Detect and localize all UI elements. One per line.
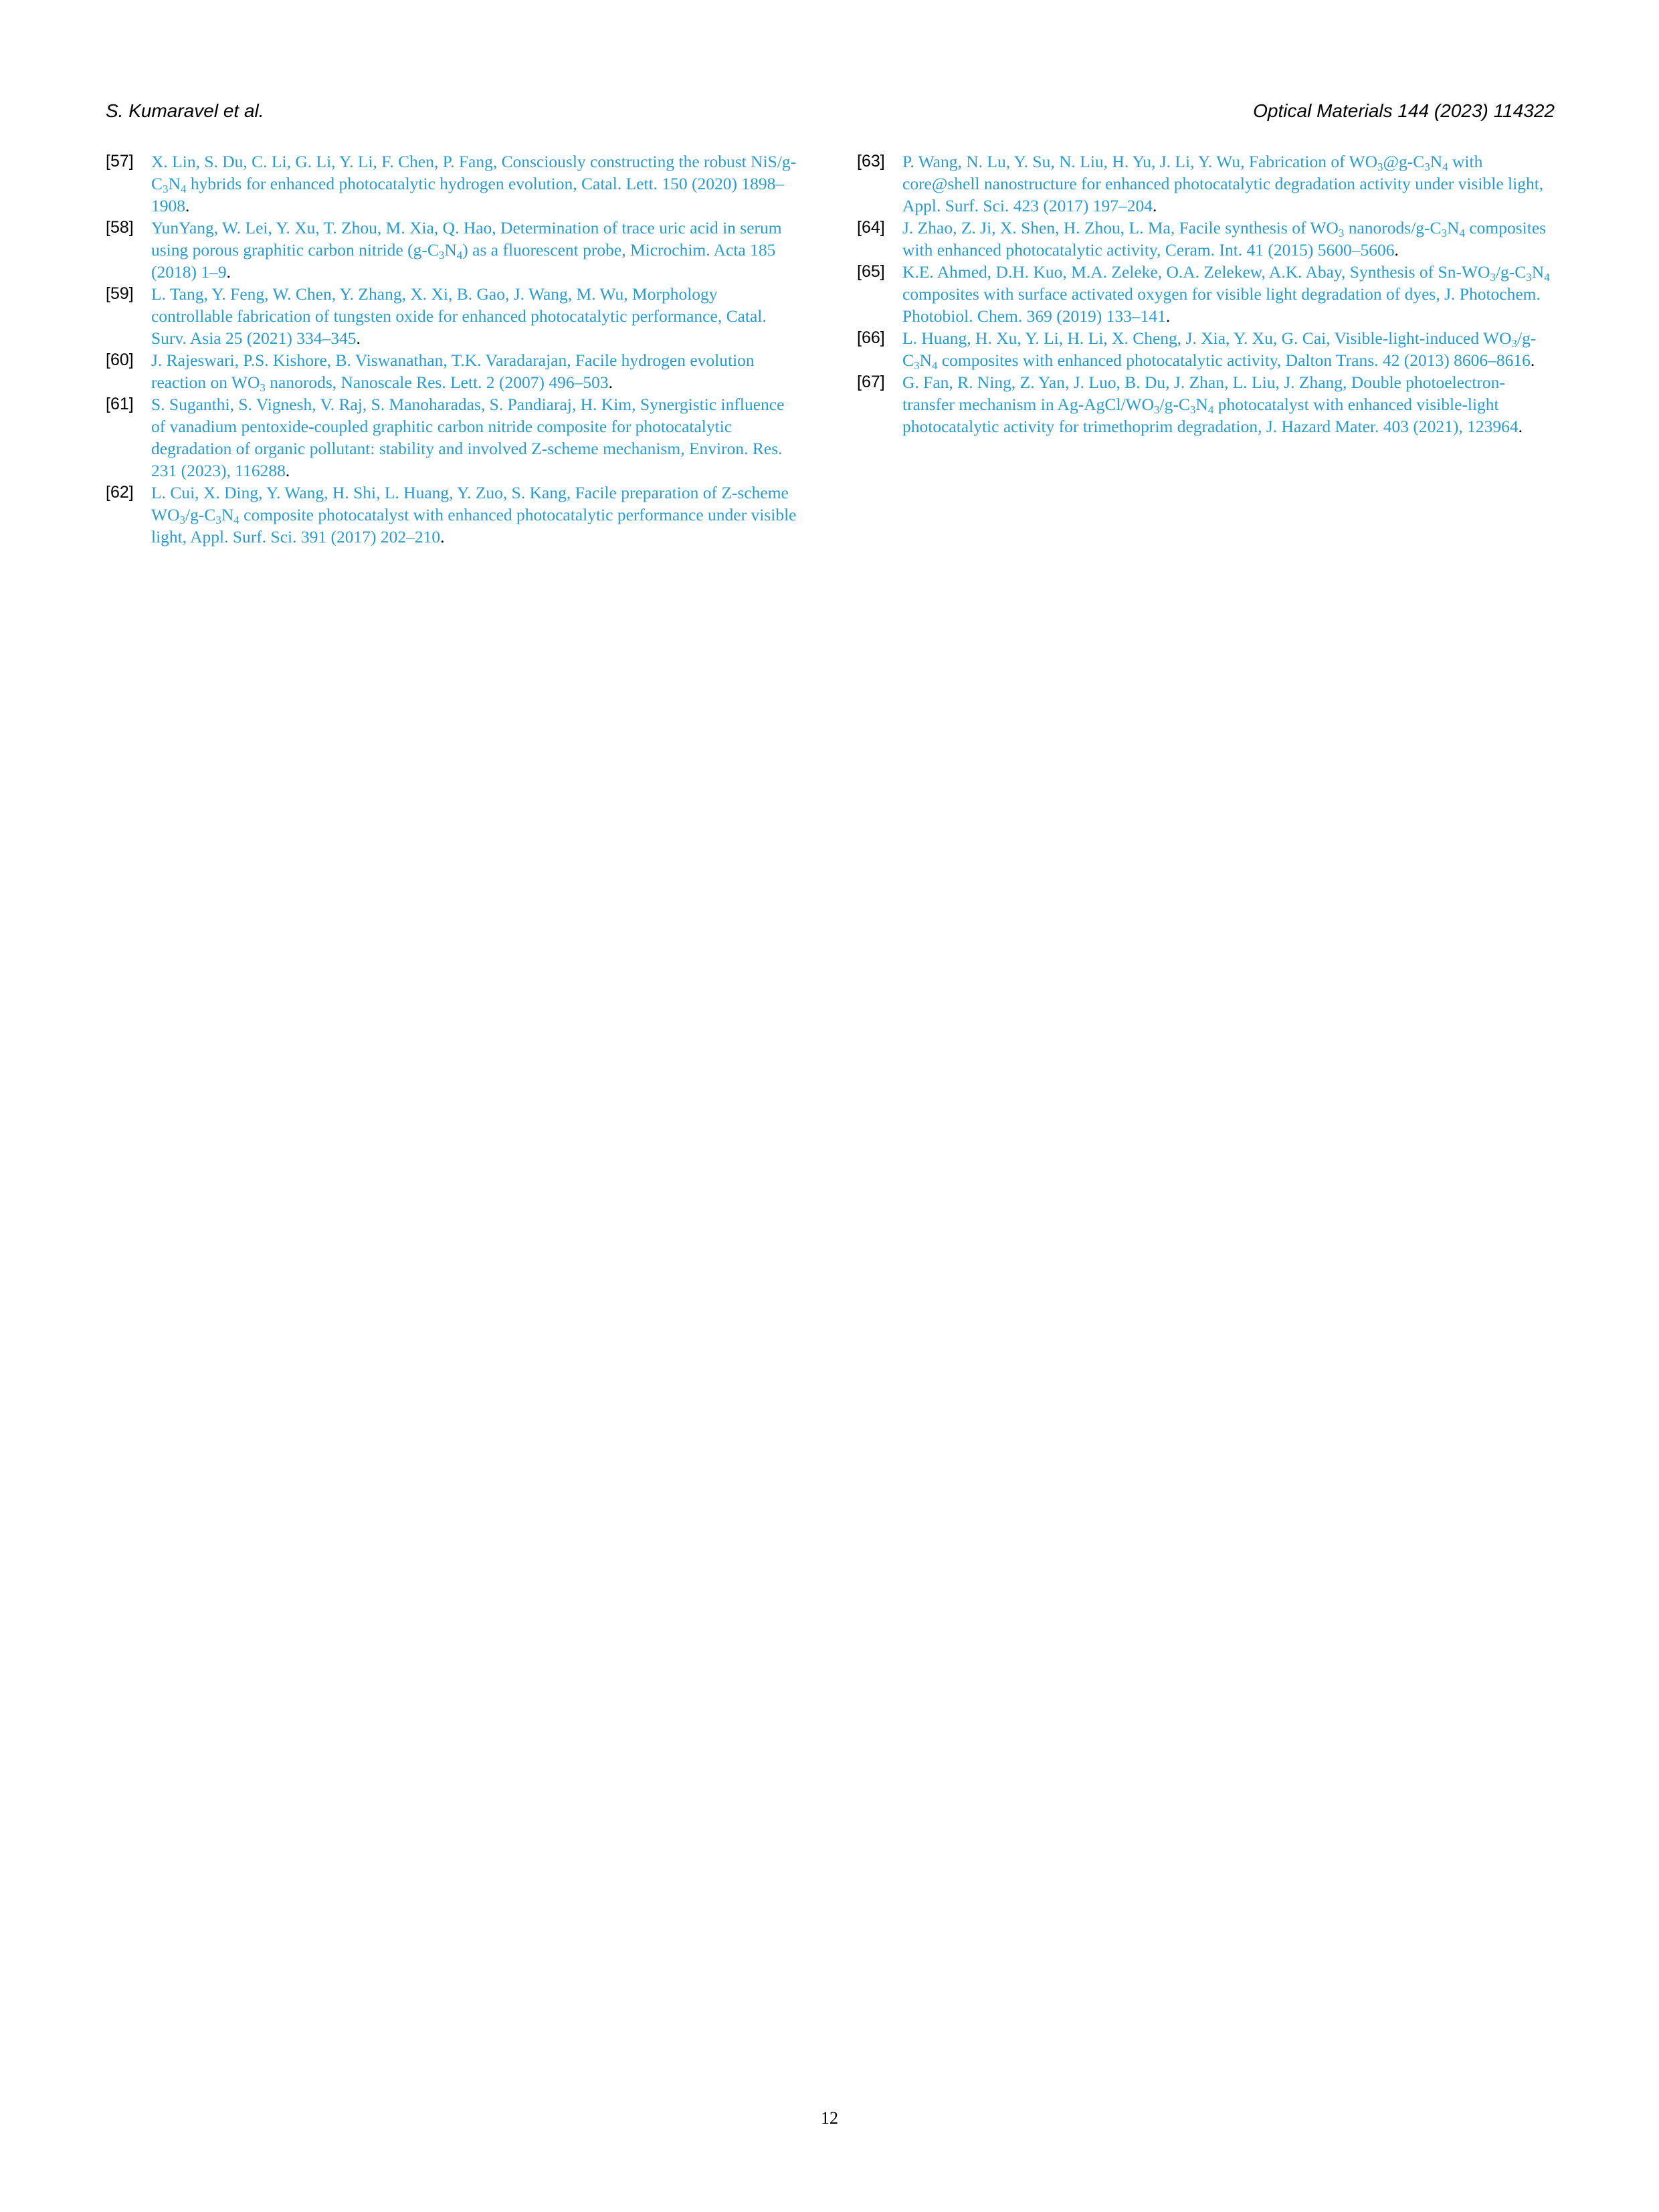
- reference-link[interactable]: X. Lin, S. Du, C. Li, G. Li, Y. Li, F. Chen, P. Fang, Consciously constructing the robust NiS/$g-C_3N_4$ hybrids for enhanced photocatalytic hydrogen evolution, Catal. Lett. 150 (2020) 1898–1908: [151, 152, 797, 215]
- reference-number: [64]: [857, 218, 885, 237]
- reference-item: [60] J. Rajeswari, P.S. Kishore, B. Viswanathan, T.K. Varadarajan, Facile hydrogen evolution reaction on $WO_3$ nanorods, Nanoscale Res. Lett. 2 (2007) 496–503.: [106, 350, 755, 395]
- reference-item: [63] P. Wang, N. Lu, Y. Su, N. Liu, H. Yu, J. Li, Y. Wu, Fabrication of $WO_3@g-C_3N_4$ with core@shell nanostructure for enhanced photocatalytic degradation activity under visible light, Appl. Surf. Sci. 423 (2017) 197–204.: [857, 152, 1544, 215]
- reference-item: [57] X. Lin, S. Du, C. Li, G. Li, Y. Li, F. Chen, P. Fang, Consciously constructing the robust NiS/$g-C_3N_4$ hybrids for enhanced photocatalytic hydrogen evolution, Catal. Lett. 150 (2020) 1898–1908.: [106, 152, 797, 215]
- reference-number: [60]: [106, 350, 134, 369]
- reference-link[interactable]: L. Huang, H. Xu, Y. Li, H. Li, X. Cheng, J. Xia, Y. Xu, G. Cai, Visible-light-induced $WO_3/g-C_3N_4$ composites with enhanced photocatalytic activity, Dalton Trans. 42 (2013) 8606–8616: [902, 328, 1537, 373]
- reference-link[interactable]: L. Tang, Y. Feng, W. Chen, Y. Zhang, X. Xi, B. Gao, J. Wang, M. Wu, Morphology controllable fabrication of tungsten oxide for enhanced photocatalytic performance, Catal. Surv. Asia 25 (2021) 334–345: [151, 284, 767, 348]
- reference-number: [61]: [106, 395, 134, 413]
- reference-number: [67]: [857, 373, 885, 391]
- reference-link[interactable]: J. Zhao, Z. Ji, X. Shen, H. Zhou, L. Ma, Facile synthesis of $WO_3$ nanorods/$g-C_3N_4$ composites with enhanced photocatalytic activity, Ceram. Int. 41 (2015) 5600–5606: [902, 218, 1547, 260]
- header-journal: Optical Materials 144 (2023) 114322: [1253, 100, 1555, 121]
- reference-item: [58] YunYang, W. Lei, Y. Xu, T. Zhou, M. Xia, Q. Hao, Determination of trace uric acid in serum using porous graphitic carbon nitride $(g-C_3N_4)$ as a fluorescent probe, Microchim. Acta 185 (2018) 1–9.: [106, 218, 782, 282]
- header-authors: S. Kumaravel et al.: [106, 100, 264, 121]
- reference-number: [65]: [857, 262, 885, 281]
- reference-item: [64] J. Zhao, Z. Ji, X. Shen, H. Zhou, L. Ma, Facile synthesis of $WO_3$ nanorods/$g-C_3N_4$ composites with enhanced photocatalytic activity, Ceram. Int. 41 (2015) 5600–5606.: [857, 218, 1547, 260]
- reference-link[interactable]: S. Suganthi, S. Vignesh, V. Raj, S. Manoharadas, S. Pandiaraj, H. Kim, Synergistic influence of vanadium pentoxide-coupled graphitic carbon nitride composite for photocatalytic degradation of organic pollutant: stability and involved Z-scheme mechanism, Environ. Res. 231 (2023), 116288: [151, 395, 785, 480]
- reference-item: [66] L. Huang, H. Xu, Y. Li, H. Li, X. Cheng, J. Xia, Y. Xu, G. Cai, Visible-light-induced $WO_3/g-C_3N_4$ composites with enhanced photocatalytic activity, Dalton Trans. 42 (2013) 8606–8616.: [857, 328, 1537, 373]
- reference-item: [59] L. Tang, Y. Feng, W. Chen, Y. Zhang, X. Xi, B. Gao, J. Wang, M. Wu, Morphology controllable fabrication of tungsten oxide for enhanced photocatalytic performance, Catal. Surv. Asia 25 (2021) 334–345.: [106, 284, 767, 348]
- reference-link[interactable]: G. Fan, R. Ning, Z. Yan, J. Luo, B. Du, J. Zhan, L. Liu, J. Zhang, Double photoelectron-transfer mechanism in $Ag-AgCl/WO_3/g-C_3N_4$ photocatalyst with enhanced visible-light photocatalytic activity for trimethoprim degradation, J. Hazard Mater. 403 (2021), 123964: [902, 373, 1519, 436]
- reference-item: [67] G. Fan, R. Ning, Z. Yan, J. Luo, B. Du, J. Zhan, L. Liu, J. Zhang, Double photoelectron-transfer mechanism in $Ag-AgCl/WO_3/g-C_3N_4$ photocatalyst with enhanced visible-light photocatalytic activity for trimethoprim degradation, J. Hazard Mater. 403 (2021), 123964.: [857, 373, 1523, 436]
- reference-link[interactable]: P. Wang, N. Lu, Y. Su, N. Liu, H. Yu, J. Li, Y. Wu, Fabrication of $WO_3@g-C_3N_4$ with core@shell nanostructure for enhanced photocatalytic degradation activity under visible light, Appl. Surf. Sci. 423 (2017) 197–204: [902, 152, 1544, 215]
- reference-link[interactable]: K.E. Ahmed, D.H. Kuo, M.A. Zeleke, O.A. Zelekew, A.K. Abay, Synthesis of $Sn-WO_3/g-C_3N_4$ composites with surface activated oxygen for visible light degradation of dyes, J. Photochem. Photobiol. Chem. 369 (2019) 133–141: [902, 262, 1550, 326]
- reference-link[interactable]: L. Cui, X. Ding, Y. Wang, H. Shi, L. Huang, Y. Zuo, S. Kang, Facile preparation of Z-scheme $WO_3/g-C_3N_4$ composite photocatalyst with enhanced photocatalytic performance under visible light, Appl. Surf. Sci. 391 (2017) 202–210: [151, 483, 797, 546]
- page-number: 12: [821, 2108, 838, 2128]
- reference-number: [59]: [106, 284, 134, 303]
- references-column-left: [106, 150, 801, 548]
- references-column-right: [857, 150, 1553, 437]
- reference-link[interactable]: J. Rajeswari, P.S. Kishore, B. Viswanathan, T.K. Varadarajan, Facile hydrogen evolution reaction on $WO_3$ nanorods, Nanoscale Res. Lett. 2 (2007) 496–503: [151, 350, 755, 395]
- reference-item: [61] S. Suganthi, S. Vignesh, V. Raj, S. Manoharadas, S. Pandiaraj, H. Kim, Synergistic influence of vanadium pentoxide-coupled graphitic carbon nitride composite for photocatalytic degradation of organic pollutant: stability and involved Z-scheme mechanism, Environ. Res. 231 (2023), 116288.: [106, 395, 785, 480]
- reference-number: [57]: [106, 152, 134, 171]
- reference-number: [63]: [857, 152, 885, 171]
- running-header: [106, 98, 1555, 124]
- reference-number: [58]: [106, 218, 134, 237]
- reference-number: [62]: [106, 483, 134, 502]
- reference-link[interactable]: YunYang, W. Lei, Y. Xu, T. Zhou, M. Xia, Q. Hao, Determination of trace uric acid in serum using porous graphitic carbon nitride $(g-C_3N_4)$ as a fluorescent probe, Microchim. Acta 185 (2018) 1–9: [151, 218, 782, 282]
- reference-item: [62] L. Cui, X. Ding, Y. Wang, H. Shi, L. Huang, Y. Zuo, S. Kang, Facile preparation of Z-scheme $WO_3/g-C_3N_4$ composite photocatalyst with enhanced photocatalytic performance under visible light, Appl. Surf. Sci. 391 (2017) 202–210.: [106, 483, 797, 546]
- reference-item: [65] K.E. Ahmed, D.H. Kuo, M.A. Zeleke, O.A. Zelekew, A.K. Abay, Synthesis of $Sn-WO_3/g-C_3N_4$ composites with surface activated oxygen for visible light degradation of dyes, J. Photochem. Photobiol. Chem. 369 (2019) 133–141.: [857, 262, 1550, 326]
- reference-number: [66]: [857, 328, 885, 347]
